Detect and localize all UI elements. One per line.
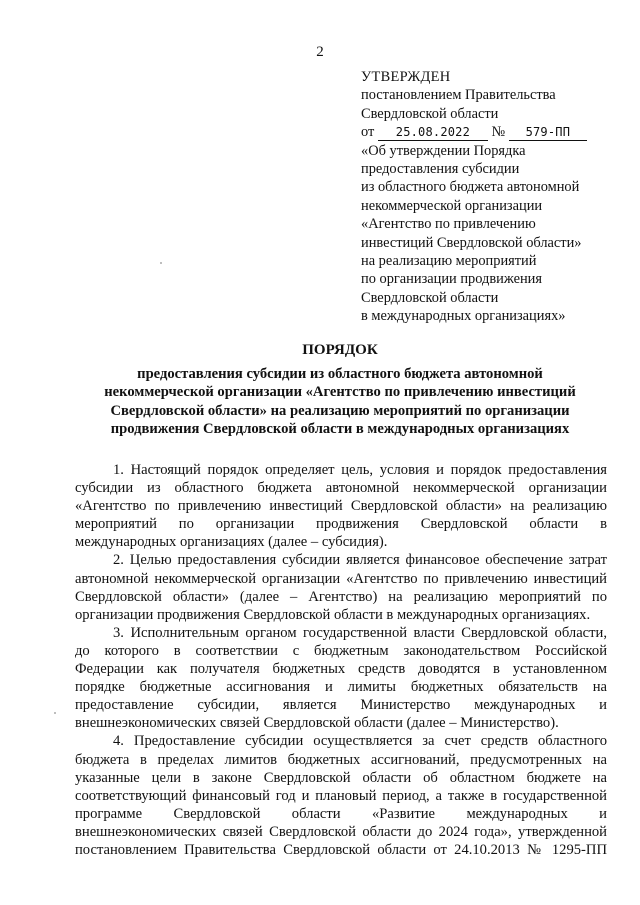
- approval-block: [361, 68, 623, 326]
- page-number: 2: [316, 44, 324, 60]
- body-line: внешнеэкономических связей Свердловской области до 2024 года», утвержденной: [75, 823, 607, 840]
- approval-date: 25.08.2022: [378, 125, 488, 141]
- body-line: автономной некоммерческой организации «Агентство по привлечению инвестиций: [75, 570, 607, 587]
- title-line: предоставления субсидии из областного бюджета автономной: [137, 365, 543, 382]
- date-prefix: от: [361, 124, 375, 141]
- body-line: внешнеэкономических связей Свердловской области (далее – Министерство).: [75, 715, 559, 732]
- body-line: мероприятий по организации продвижения Свердловской области в: [75, 516, 607, 533]
- body-line: предоставление субсидии, является Министерство международных и: [75, 697, 607, 714]
- body-line: указанные цели в законе Свердловской области об областном бюджете на: [75, 769, 607, 786]
- approval-ref-line: по организации продвижения: [361, 271, 543, 288]
- body-line: программе Свердловской области «Развитие международных и: [75, 805, 607, 822]
- document-body: [75, 461, 607, 859]
- body-line: 4. Предоставление субсидии осуществляется за счет средств областного: [113, 733, 607, 750]
- body-line: соответствующий финансовый год и плановый период, а также в государственной: [75, 787, 607, 804]
- body-line: 1. Настоящий порядок определяет цель, условия и порядок предоставления: [113, 462, 607, 478]
- approval-ref-line: из областного бюджета автономной: [361, 179, 580, 196]
- approval-ref-line: в международных организациях»: [361, 308, 566, 325]
- scan-speck: [160, 262, 162, 264]
- title-line: некоммерческой организации «Агентство по привлечению инвестиций: [104, 384, 576, 401]
- approval-date-line: [361, 123, 623, 141]
- body-line: 2. Целью предоставления субсидии является финансовое обеспечение затрат: [113, 552, 607, 569]
- approval-number: 579-ПП: [509, 125, 587, 141]
- scan-speck: [54, 712, 56, 714]
- approval-heading: УТВЕРЖДЕН: [361, 69, 451, 85]
- body-line: бюджета в пределах лимитов бюджетных ассигнований, предусмотренных на: [75, 751, 607, 768]
- title-main: ПОРЯДОК: [302, 342, 378, 358]
- document-title: [60, 341, 620, 439]
- approval-ref-line: инвестиций Свердловской области»: [361, 234, 582, 251]
- approval-line: Свердловской области: [361, 105, 499, 122]
- approval-ref-line: на реализацию мероприятий: [361, 253, 537, 270]
- approval-ref-line: «Агентство по привлечению: [361, 216, 536, 233]
- body-line: субсидии из областного бюджета автономной некоммерческой организации: [75, 480, 607, 497]
- approval-ref-line: предоставления субсидии: [361, 161, 520, 178]
- approval-ref-line: некоммерческой организации: [361, 197, 543, 214]
- title-line: продвижения Свердловской области в международных организациях: [110, 421, 570, 438]
- body-line: организации продвижения Свердловской области в международных организациях.: [75, 606, 591, 623]
- body-line: Федерации как получателя бюджетных средств доводятся в установленном: [75, 661, 607, 678]
- body-line: порядке бюджетные ассигнования и лимиты бюджетных обязательств на: [75, 679, 607, 696]
- title-line: Свердловской области» на реализацию мероприятий по организации: [110, 402, 570, 419]
- body-line: до которого в соответствии с бюджетным законодательством Российской: [75, 642, 607, 659]
- body-line: постановлением Правительства Свердловской области от 24.10.2013 № 1295-ПП: [75, 841, 607, 858]
- body-line: «Агентство по привлечению инвестиций Свердловской области» на реализацию: [75, 498, 607, 515]
- body-line: Свердловской области» (далее – Агентство) на реализацию мероприятий по: [75, 588, 607, 605]
- approval-ref-line: «Об утверждении Порядка: [361, 142, 526, 159]
- approval-line: постановлением Правительства: [361, 87, 556, 104]
- approval-ref-line: Свердловской области: [361, 289, 499, 306]
- body-line: 3. Исполнительным органом государственной власти Свердловской области,: [113, 624, 607, 641]
- body-line: международных организациях (далее – субсидия).: [75, 534, 388, 551]
- number-prefix: №: [491, 124, 506, 141]
